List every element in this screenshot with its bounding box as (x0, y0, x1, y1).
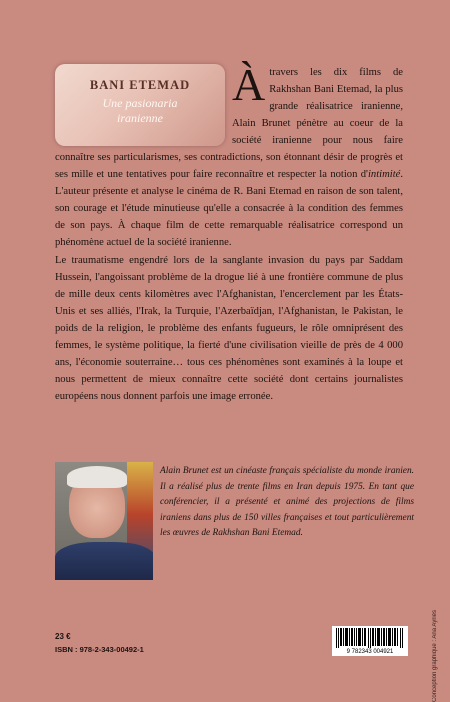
intro-text: travers les dix films de Rakhshan Bani Etemad, la plus grande réalisatrice iranienne, Alain Brunet pénètre au coeur de la société iranienne pour nous faire connaître ses particularismes, ses contradictions, son étonnant désir de progrès et ses mille et une tentatives pour faire reconnaître et respecter la notion d' (55, 67, 403, 180)
subtitle-line-2: iranienne (117, 111, 163, 125)
barcode-bars (336, 628, 404, 648)
author-bio: Alain Brunet est un cinéaste français spécialiste du monde iranien. Il a réalisé plus de trente films en Iran depuis 1975. En tant que conférencier, il a présenté et animé des projections de films iraniens dans plus de 150 villes françaises et tout particulièrement les œuvres de Rakhshan Bani Etemad. (160, 466, 414, 538)
title-box (55, 64, 225, 146)
photo-shirt (55, 542, 153, 580)
barcode (332, 626, 408, 656)
drop-cap: À (232, 59, 266, 110)
barcode-number: 9 782343 004921 (346, 649, 394, 655)
photo-hair (67, 466, 127, 488)
author-photo (55, 462, 153, 580)
isbn-label: ISBN : 978-2-343-00492-1 (55, 645, 144, 654)
themes-paragraph: Le traumatisme engendré lors de la sanglante invasion du pays par Saddam Hussein, l'angoissant problème de la drogue lié à une frontière commune de plus de mille deux cents kilomètres avec l'Afghanistan, l'encerclement par les États-Unis et ses alliés, l'Irak, la Turquie, l'Azerbaïdjan, l'Afghanistan, le Pakistan, le poids de la religion, le problème des enfants fugueurs, le rôle omniprésent des femmes, le système politique, la fierté d'une civilisation vieille de près de 4 000 ans, l'économie souterraine… tous ces phénomènes sont examinés à la loupe et nous permettent de mieux connaître cette société dont certains journalistes européens nous donnent parfois une image erronée. (55, 255, 403, 402)
subtitle-line-1: Une pasionaria (102, 96, 178, 110)
book-author-title: BANI ETEMAD (89, 78, 191, 92)
intro-text-end: . L'auteur présente et analyse le cinéma de R. Bani Etemad en raison de son talent, son courage et l'étude minutieuse qu'elle a consacrée à la condition des femmes de son pays. À chaque film de cette remarquable réalisatrice correspond un phénomène actuel de la société iranienne. (55, 169, 403, 248)
design-credit: Conception graphique : Ana Ayriès (432, 610, 438, 702)
intro-italic-word: intimité (367, 169, 401, 180)
price-label: 23 € (55, 632, 71, 641)
book-subtitle (55, 96, 225, 126)
